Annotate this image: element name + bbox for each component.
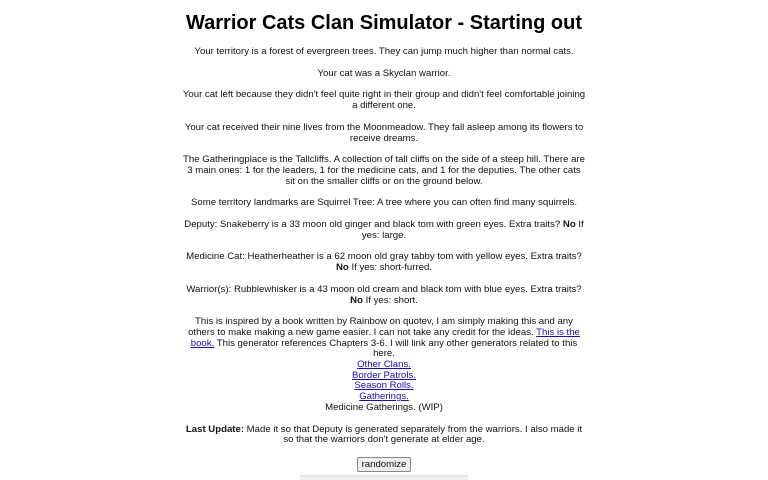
other-clans-link[interactable]: Other Clans. (357, 359, 411, 371)
lives-text: Your cat received their nine lives from the Moonmeadow. They fall asleep among its flowers to receive dreams. (184, 121, 584, 144)
medicine-cat-desc: Medicine Cat: Heatherheather is a 62 moon old gray tabby tom with yellow eyes. Extra traits? (186, 251, 582, 263)
warrior-traits-answer: No (350, 294, 363, 306)
deputy-extra: If yes: large. (361, 219, 584, 241)
origin-text: Your cat was a Skyclan warrior. (317, 67, 451, 79)
medicine-cat-traits-answer: No (336, 262, 349, 274)
territory-text: Your territory is a forest of evergreen trees. They can jump much higher than normal cats. (194, 46, 574, 57)
deputy-desc: Deputy: Snakeberry is a 33 moon old ginger and black tom with green eyes. Extra traits? (184, 219, 563, 231)
credits-intro: This is inspired by a book written by Rainbow on quotev, I am simply making this and any others to make making a new game easier. I can not take any credit for the ideas. (188, 316, 573, 338)
last-update-desc: Made it so that Deputy is generated separately from the warriors. I also made it so that the warriors don't generate at elder age. (244, 423, 583, 446)
credits-outro: This generator references Chapters 3-6. I will link any other generators related to this here. (214, 337, 578, 360)
medicine-cat-text (182, 252, 586, 273)
main-content (182, 47, 586, 480)
randomize-button[interactable]: randomize (357, 457, 412, 472)
border-patrols-link[interactable]: Border Patrols. (352, 369, 416, 381)
generator-links (182, 360, 586, 414)
book-link[interactable]: This is the book. (190, 326, 580, 349)
last-update-text (182, 425, 586, 446)
landmarks-text: Some territory landmarks are Squirrel Tree: A tree where you can often find many squirrels. (190, 197, 578, 209)
page-title: Warrior Cats Clan Simulator - Starting out (186, 12, 582, 34)
last-update-label: Last Update: (185, 423, 245, 435)
credits-text (182, 317, 586, 360)
medicine-gatherings-wip: Medicine Gatherings. (WIP) (325, 401, 443, 413)
deputy-traits-answer: No (562, 219, 576, 231)
gathering-text: The Gatheringplace is the Tallcliffs. A collection of tall cliffs on the side of a steep hill. There are 3 main ones: 1 for the leaders, 1 for the medicine cats, and 1 for the deputies. The other cats sit on the smaller cliffs or on the ground below. (183, 154, 585, 187)
warrior-desc: Warrior(s): Rubblewhisker is a 43 moon old cream and black tom with blue eyes. Extra traits? (186, 283, 582, 295)
horizontal-scrollbar[interactable] (300, 475, 468, 480)
warrior-extra: If yes: short. (362, 294, 418, 306)
reason-text: Your cat left because they didn't feel quite right in their group and didn't feel comfortable joining a different one. (182, 89, 586, 112)
deputy-text (182, 220, 586, 241)
gatherings-link[interactable]: Gatherings. (359, 391, 409, 403)
warrior-text (182, 285, 586, 306)
season-rolls-link[interactable]: Season Rolls. (354, 380, 414, 392)
medicine-cat-extra: If yes: short-furred. (348, 262, 432, 274)
